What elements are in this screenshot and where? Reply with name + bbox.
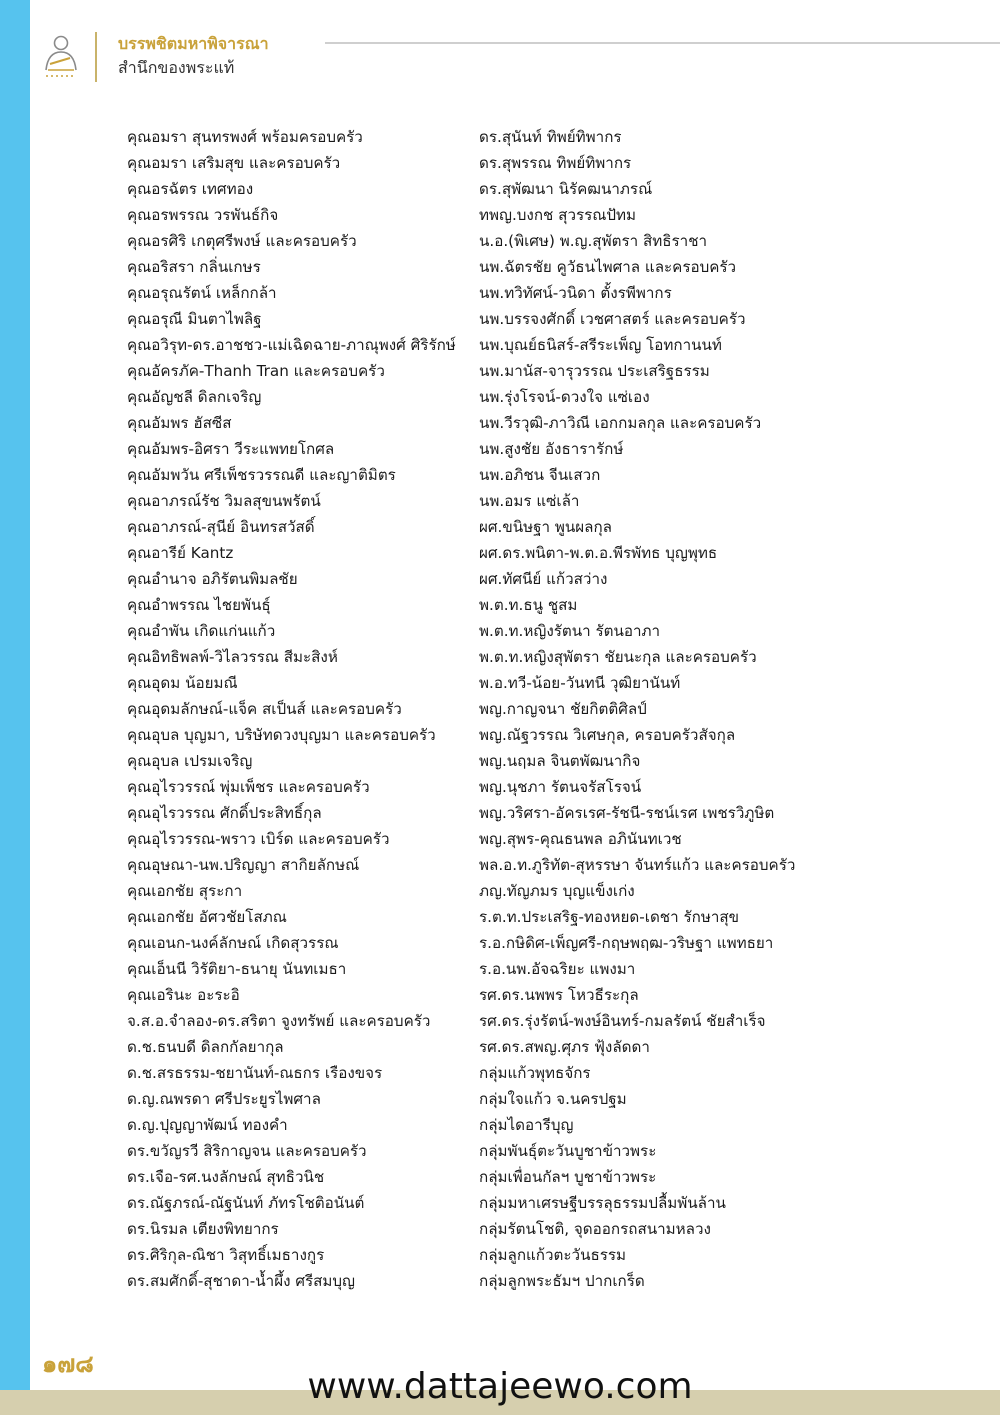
donor-name: พญ.สุพร-คุณธนพล อภินันทเวช [479,830,682,848]
donor-name: นพ.อภิชน จีนเสวก [479,466,601,484]
donor-name: นพ.อมร แซ่เล้า [479,492,580,510]
donor-name: ผศ.ทัศนีย์ แก้วสว่าง [479,570,608,588]
donor-name: พล.อ.ท.ภูริทัต-สุหรรษา จันทร์แก้ว และครอบครัว [479,856,796,874]
donor-name: คุณอาภรณ์-สุนีย์ อินทรสวัสดิ์ [127,518,315,536]
donor-name: ดร.นิรมล เตียงพิทยากร [127,1220,279,1238]
donor-name: คุณเอนก-นงค์ลักษณ์ เกิดสุวรรณ [127,934,339,952]
donor-name: คุณอัครภัค-Thanh Tran และครอบครัว [127,362,385,380]
donor-name: นพ.วีรวุฒิ-ภาวิณี เอกกมลกุล และครอบครัว [479,414,762,432]
donor-name: คุณอวิรุท-ดร.อาชชว-แม่เฉิดฉาย-ภาณุพงศ์ ศิริรักษ์ [127,336,456,354]
donor-name: คุณอรุณี มินตาไพลิฐ [127,310,262,328]
donor-name: พ.อ.ทวี-น้อย-วันทนี วุฒิยานันท์ [479,674,681,692]
donor-name: คุณอุดมลักษณ์-แจ็ค สเป็นส์ และครอบครัว [127,700,402,718]
donor-name: ดร.สมศักดิ์-สุชาดา-น้ำผึ้ง ศรีสมบุญ [127,1272,355,1290]
donor-name: พญ.กาญจนา ชัยกิตติศิลป์ [479,700,647,718]
donor-name: กลุ่มลูกแก้วตะวันธรรม [479,1246,627,1264]
donor-name: รศ.ดร.นพพร โหวธีระกุล [479,986,639,1004]
page-subtitle: สำนึกของพระแท้ [118,58,235,77]
donor-name: รศ.ดร.รุ่งรัตน์-พงษ์อินทร์-กมลรัตน์ ชัยสำเร็จ [479,1012,766,1030]
donor-name: กลุ่มแก้วพุทธจักร [479,1064,591,1082]
donor-name: คุณอารีย์ Kantz [127,544,234,562]
donor-name: นพ.ฉัตรชัย คูวัธนไพศาล และครอบครัว [479,258,737,276]
donor-name: นพ.บรรจงศักดิ์ เวชศาสตร์ และครอบครัว [479,310,746,328]
donor-name: คุณอุษณา-นพ.ปริญญา สากิยลักษณ์ [127,856,360,874]
donor-name: พญ.นฤมล จินตพัฒนากิจ [479,752,641,770]
donor-name: คุณอรศิริ เกตุศรีพงษ์ และครอบครัว [127,232,357,250]
donor-name: คุณอรุณรัตน์ เหล็กกล้า [127,284,277,302]
donor-name: ดร.เจือ-รศ.นงลักษณ์ สุทธิวนิช [127,1168,325,1186]
donor-name: นพ.รุ่งโรจน์-ดวงใจ แซ่เอง [479,388,650,406]
donor-name: คุณเอกชัย สุระกา [127,882,243,900]
donor-name: ดร.สุพรรณ ทิพย์ทิพากร [479,154,632,172]
donor-name: ด.ช.ธนบดี ดิลกกัลยากุล [127,1038,284,1056]
donor-name: ดร.ศิริกุล-ณิชา วิสุทธิ์เมธางกูร [127,1246,325,1264]
donor-name: คุณอรพรรณ วรพันธ์กิจ [127,206,279,224]
donor-name: พ.ต.ท.หญิงรัตนา รัตนอาภา [479,622,661,640]
donor-name: คุณเอกชัย อัศวชัยโสภณ [127,908,287,926]
donor-name: กลุ่มใจแก้ว จ.นครปฐม [479,1090,627,1108]
donor-name: ร.อ.กษิดิศ-เพ็ญศรี-กฤษพฤฒ-วริษฐา แพทธยา [479,934,774,952]
donor-name: กลุ่มลูกพระธัมฯ ปากเกร็ด [479,1272,645,1290]
donor-name: พญ.วริศรา-อัครเรศ-รัชนี-รชน์เรศ เพชรวิภูษิต [479,804,775,822]
monk-figure-icon [42,34,80,80]
donor-name: คุณอมรา สุนทรพงศ์ พร้อมครอบครัว [127,128,363,146]
donor-name: คุณอำนาจ อภิรัตนพิมลชัย [127,570,298,588]
donor-name: กลุ่มพันธุ์ตะวันบูชาข้าวพระ [479,1142,657,1160]
donor-name: ร.ต.ท.ประเสริฐ-ทองหยด-เดชา รักษาสุข [479,908,740,926]
donor-name: กลุ่มเพื่อนกัลฯ บูชาข้าวพระ [479,1168,657,1186]
donor-name: จ.ส.อ.จำลอง-ดร.สริตา จูงทรัพย์ และครอบครัว [127,1012,431,1030]
names-list-right [479,124,984,1294]
header-rule [325,42,1000,44]
donor-name: คุณอัมพร ฮัสซีส [127,414,232,432]
page-title: บรรพชิตมหาพิจารณา [118,34,269,53]
donor-name: ภญ.ทัญภมร บุญแข็งเก่ง [479,882,635,900]
donor-name: คุณอุไรวรรณ์ พุ่มเพ็ชร และครอบครัว [127,778,370,796]
donor-name: กลุ่มไดอารีบุญ [479,1116,574,1134]
names-list-left [127,124,472,1294]
donor-name: น.อ.(พิเศษ) พ.ญ.สุพัตรา สิทธิราชา [479,232,708,250]
donor-name: ผศ.ดร.พนิตา-พ.ต.อ.พีรพัทธ บุญพุทธ [479,544,718,562]
donor-name: กลุ่มมหาเศรษฐีบรรลุธรรมปลื้มพันล้าน [479,1194,726,1212]
donor-name: คุณอริสรา กลิ่นเกษร [127,258,261,276]
donor-name: ดร.สุนันท์ ทิพย์ทิพากร [479,128,622,146]
donor-name: นพ.ทวิทัศน์-วนิดา ตั้งรพีพากร [479,284,672,302]
donor-name: คุณอำพัน เกิดแก่นแก้ว [127,622,276,640]
donor-name: คุณอัมพวัน ศรีเพ็ชรวรรณดี และญาติมิตร [127,466,396,484]
donor-name: คุณอัญชลี ดิลกเจริญ [127,388,262,406]
donor-name: พญ.ณัฐวรรณ วิเศษกุล, ครอบครัวสัจกุล [479,726,736,744]
donor-name: คุณอุดม น้อยมณี [127,674,238,692]
donor-name: คุณอิทธิพลพ์-วิไลวรรณ สีมะสิงห์ [127,648,338,666]
donor-name: นพ.สูงชัย อังธารารักษ์ [479,440,624,458]
donor-name: คุณอรฉัตร เทศทอง [127,180,254,198]
donor-name: คุณเอ็นนี วิรัติยา-ธนายุ นันทเมธา [127,960,347,978]
donor-name: พ.ต.ท.ธนู ชูสม [479,596,578,614]
donor-name: ดร.สุพัฒนา นิรัคฒนาภรณ์ [479,180,653,198]
donor-name: คุณเอรินะ อะระอิ [127,986,240,1004]
donor-name: คุณอาภรณ์รัช วิมลสุขนพรัตน์ [127,492,321,510]
donor-name: ร.อ.นพ.อัจฉริยะ แพงมา [479,960,636,978]
donor-name: กลุ่มรัตนโชติ, จุดออกรถสนามหลวง [479,1220,711,1238]
donor-name: ผศ.ขนิษฐา พูนผลกุล [479,518,612,536]
donor-name: นพ.มานัส-จารุวรรณ ประเสริฐธรรม [479,362,710,380]
donor-name: พ.ต.ท.หญิงสุพัตรา ชัยนะกุล และครอบครัว [479,648,757,666]
donor-name: ดร.ขวัญรวี สิริกาญจน และครอบครัว [127,1142,367,1160]
watermark-url: www.dattajeewo.com [307,1366,693,1407]
donor-name: ดร.ณัฐภรณ์-ณัฐนันท์ ภัทรโชติอนันต์ [127,1194,365,1212]
donor-name: คุณอัมพร-อิศรา วีระแพทยโกศล [127,440,335,458]
page-number: ๑๗๘ [42,1350,94,1378]
donor-name: รศ.ดร.สพญ.ศุภร ฟุ้งลัดดา [479,1038,650,1056]
header-divider [95,32,97,82]
donor-name: คุณอุไรวรรณ ศักดิ์ประสิทธิ์กุล [127,804,322,822]
donor-name: ด.ช.สรธรรม-ชยานันท์-ณธกร เรืองขจร [127,1064,383,1082]
donor-name: ด.ญ.ปุญญาพัฒน์ ทองคำ [127,1116,288,1134]
donor-name: คุณอุไรวรรณ-พราว เบิร์ด และครอบครัว [127,830,390,848]
donor-name: นพ.บุณย์ธนิสร์-สรีระเพ็ญ โอทกานนท์ [479,336,722,354]
donor-name: คุณอมรา เสริมสุข และครอบครัว [127,154,341,172]
donor-name: ทพญ.บงกช สุวรรณปัทม [479,206,637,224]
donor-name: คุณอุบล เปรมเจริญ [127,752,253,770]
side-color-bar [0,0,30,1390]
donor-name: คุณอุบล บุญมา, บริษัทดวงบุญมา และครอบครัว [127,726,436,744]
donor-name: คุณอำพรรณ ไชยพันธุ์ [127,596,271,614]
donor-name: ด.ญ.ณพรดา ศรีประยูรไพศาล [127,1090,321,1108]
donor-name: พญ.นุชภา รัตนจรัสโรจน์ [479,778,642,796]
